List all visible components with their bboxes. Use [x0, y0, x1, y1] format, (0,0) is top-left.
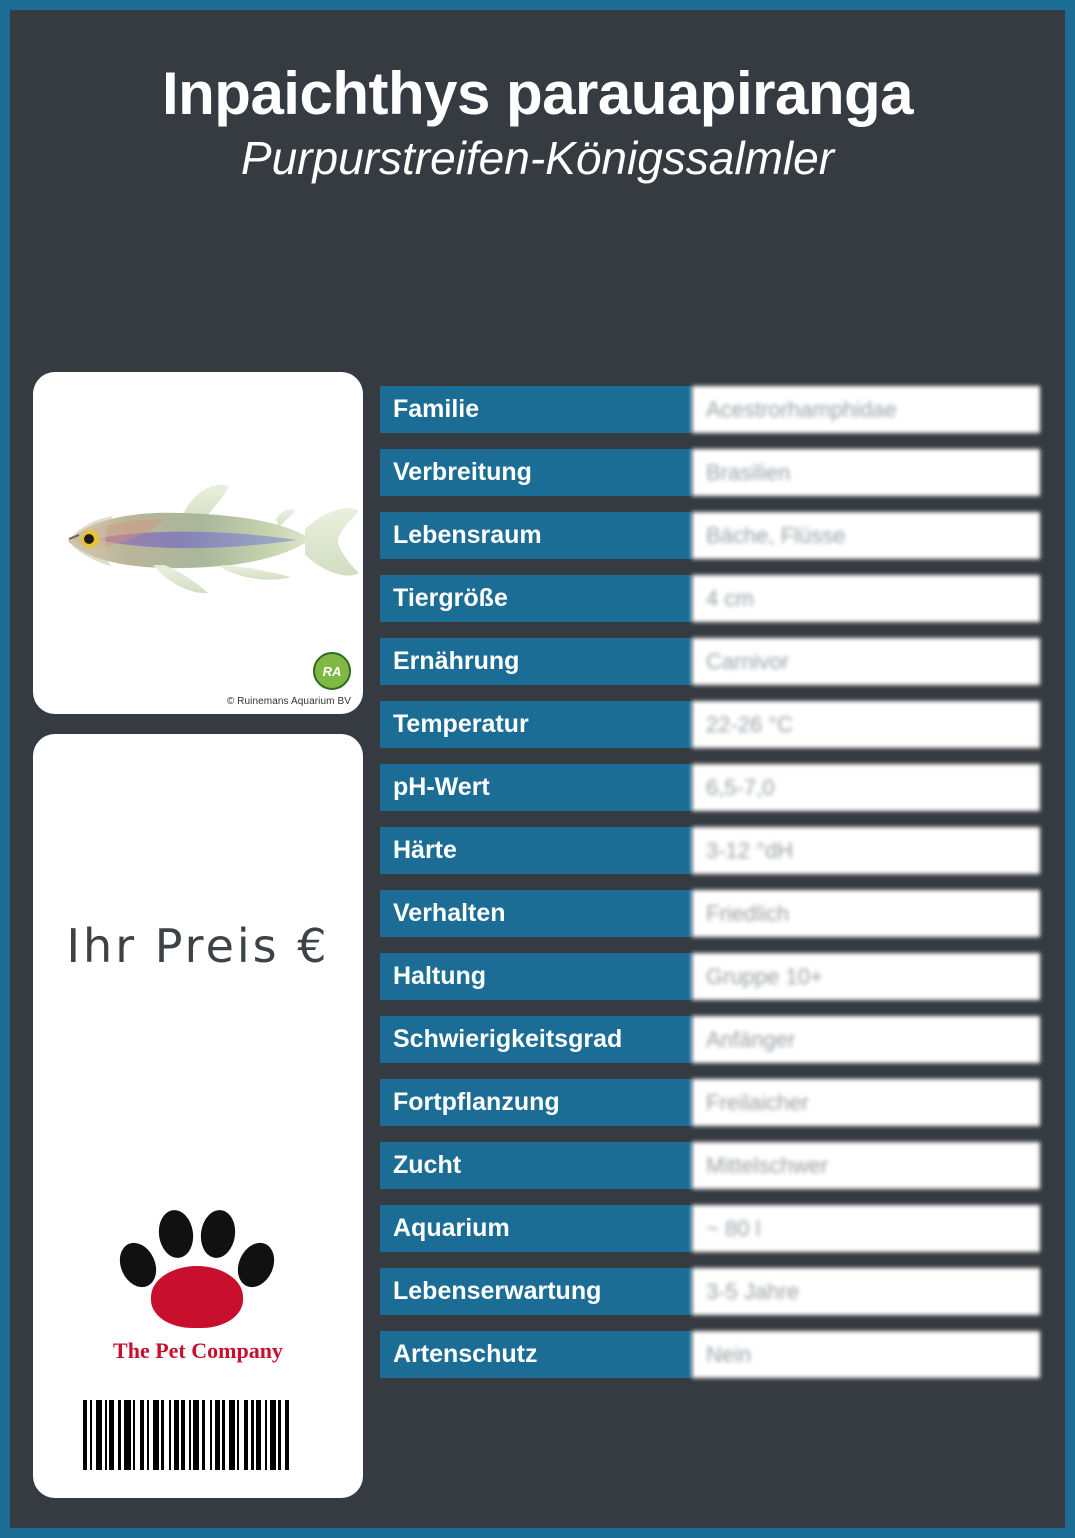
- spec-label: Lebensraum: [380, 512, 692, 559]
- spec-label: Familie: [380, 386, 692, 433]
- table-row: [380, 575, 1040, 622]
- photographer-badge: RA: [313, 652, 351, 690]
- spec-value: Bäche, Flüsse: [692, 512, 1040, 559]
- spec-value: Carnivor: [692, 638, 1040, 685]
- spec-label: Temperatur: [380, 701, 692, 748]
- spec-label: Tiergröße: [380, 575, 692, 622]
- spec-label: Lebenserwartung: [380, 1268, 692, 1315]
- brand-name: The Pet Company: [113, 1338, 283, 1363]
- spec-value: Friedlich: [692, 890, 1040, 937]
- spec-value: ~ 80 l: [692, 1205, 1040, 1252]
- page-title: Inpaichthys parauapiranga: [161, 60, 914, 127]
- spec-value: Mittelschwer: [692, 1142, 1040, 1189]
- spec-table: [380, 386, 1040, 1394]
- table-row: [380, 638, 1040, 685]
- table-row: [380, 827, 1040, 874]
- spec-value: 4 cm: [692, 575, 1040, 622]
- table-row: [380, 1268, 1040, 1315]
- spec-label: Artenschutz: [380, 1331, 692, 1378]
- spec-label: Verhalten: [380, 890, 692, 937]
- table-row: [380, 1142, 1040, 1189]
- info-card: [10, 10, 1065, 1528]
- table-row: [380, 386, 1040, 433]
- price-box: [33, 734, 363, 1498]
- fish-image: [33, 467, 363, 627]
- table-row: [380, 1205, 1040, 1252]
- spec-value: Brasilien: [692, 449, 1040, 496]
- spec-label: Ernährung: [380, 638, 692, 685]
- price-label: Ihr Preis €: [66, 919, 330, 973]
- barcode: [83, 1400, 313, 1470]
- spec-value: Nein: [692, 1331, 1040, 1378]
- spec-value: Acestrorhamphidae: [692, 386, 1040, 433]
- spec-value: 22-26 °C: [692, 701, 1040, 748]
- brand-logo: [33, 1204, 363, 1364]
- spec-label: Zucht: [380, 1142, 692, 1189]
- spec-label: pH-Wert: [380, 764, 692, 811]
- table-row: [380, 953, 1040, 1000]
- table-row: [380, 449, 1040, 496]
- spec-label: Härte: [380, 827, 692, 874]
- spec-value: 3-5 Jahre: [692, 1268, 1040, 1315]
- page-subtitle: Purpurstreifen-Königssalmler: [240, 132, 835, 184]
- spec-value: 3-12 °dH: [692, 827, 1040, 874]
- spec-value: Anfänger: [692, 1016, 1040, 1063]
- paw-icon: [113, 1204, 283, 1334]
- table-row: [380, 701, 1040, 748]
- spec-value: Freilaicher: [692, 1079, 1040, 1126]
- spec-label: Aquarium: [380, 1205, 692, 1252]
- table-row: [380, 1079, 1040, 1126]
- spec-value: 6,5-7,0: [692, 764, 1040, 811]
- spec-label: Verbreitung: [380, 449, 692, 496]
- spec-label: Fortpflanzung: [380, 1079, 692, 1126]
- table-row: [380, 764, 1040, 811]
- spec-label: Haltung: [380, 953, 692, 1000]
- table-row: [380, 1016, 1040, 1063]
- table-row: [380, 512, 1040, 559]
- table-row: [380, 1331, 1040, 1378]
- header: [10, 62, 1065, 184]
- spec-label: Schwierigkeitsgrad: [380, 1016, 692, 1063]
- table-row: [380, 890, 1040, 937]
- fish-photo-box: [33, 372, 363, 714]
- photo-copyright: © Ruinemans Aquarium BV: [226, 696, 351, 707]
- spec-value: Gruppe 10+: [692, 953, 1040, 1000]
